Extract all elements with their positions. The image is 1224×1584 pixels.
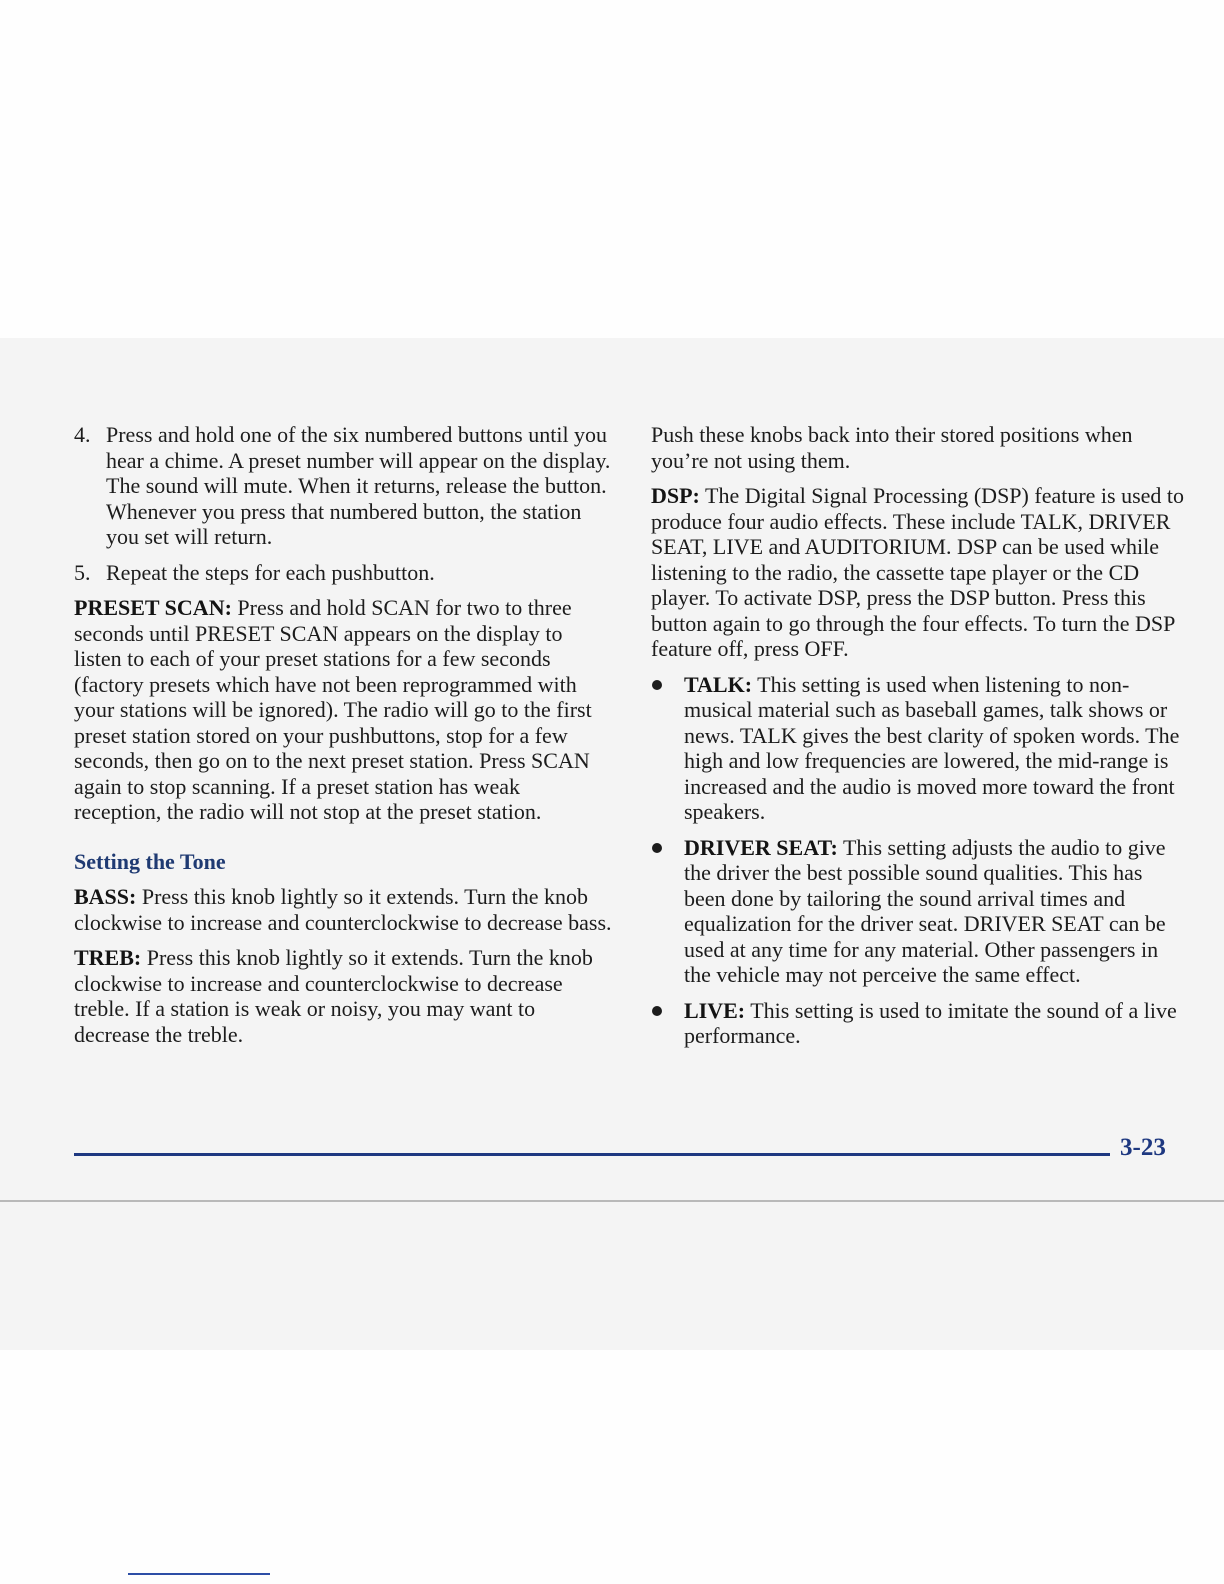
bullet-item-live bbox=[651, 998, 1187, 1049]
bullet-item-driver-seat bbox=[651, 835, 1187, 988]
numbered-step bbox=[74, 560, 612, 586]
bullet-text: This setting adjusts the audio to give the driver the best possible sound qualities. This has been done by tailoring the sound arrival times and equalization for the driver seat. DRIVER SEAT can be used at any time for any material. Other passengers in the vehicle may not perceive the same effect. bbox=[684, 834, 1166, 987]
section-heading: Setting the Tone bbox=[74, 848, 226, 874]
intro-paragraph: Push these knobs back into their stored positions when you’re not using them. bbox=[651, 422, 1133, 473]
bullet-icon bbox=[652, 680, 662, 690]
bullet-text: This setting is used when listening to non-musical material such as baseball games, talk shows or news. TALK gives the best clarity of spoken words. The high and low frequencies are lowered, the mid-range is increased and the audio is moved more toward the front speakers. bbox=[684, 671, 1180, 824]
bullet-text: This setting is used to imitate the sound of a live performance. bbox=[684, 997, 1177, 1048]
right-column bbox=[651, 422, 1187, 1059]
step-number: 5. bbox=[74, 559, 91, 585]
page-number: 3-23 bbox=[1120, 1134, 1166, 1161]
step-text: Repeat the steps for each pushbutton. bbox=[106, 559, 435, 585]
treb-label: TREB: bbox=[74, 945, 142, 970]
bullet-item-talk bbox=[651, 672, 1187, 825]
bullet-icon bbox=[652, 843, 662, 853]
bullet-label: TALK: bbox=[684, 671, 753, 697]
numbered-step bbox=[74, 422, 612, 550]
footer-rule bbox=[74, 1153, 1110, 1156]
bullet-label: DRIVER SEAT: bbox=[684, 834, 838, 860]
bottom-link-rule bbox=[128, 1573, 270, 1575]
bass-paragraph bbox=[74, 884, 612, 935]
left-column bbox=[74, 422, 612, 1057]
bass-text: Press this knob lightly so it extends. Turn the knob clockwise to increase and counterclockwise to decrease bass. bbox=[74, 884, 612, 935]
treb-paragraph bbox=[74, 945, 612, 1047]
dsp-label: DSP: bbox=[651, 483, 700, 508]
preset-scan-label: PRESET SCAN: bbox=[74, 595, 232, 620]
step-text: Press and hold one of the six numbered buttons until you hear a chime. A preset number will appear on the display. The sound will mute. When it returns, release the button. Whenever you press that numbered button, the station you set will return. bbox=[106, 422, 611, 549]
page-divider bbox=[0, 1200, 1224, 1202]
treb-text: Press this knob lightly so it extends. Turn the knob clockwise to increase and counterclockwise to decrease treble. If a station is weak or noisy, you may want to decrease the treble. bbox=[74, 945, 593, 1047]
preset-scan-text: Press and hold SCAN for two to three seconds until PRESET SCAN appears on the display to listen to each of your preset stations for a few seconds (factory presets which have not been reprogrammed with your stations will be ignored). The radio will go to the first preset station stored on your pushbuttons, stop for a few seconds, then go on to the next preset station. Press SCAN again to stop scanning. If a preset station has weak reception, the radio will not stop at the preset station. bbox=[74, 595, 592, 824]
bass-label: BASS: bbox=[74, 884, 137, 909]
preset-scan-paragraph bbox=[74, 595, 612, 825]
bullet-label: LIVE: bbox=[684, 997, 746, 1023]
bullet-icon bbox=[652, 1006, 662, 1016]
dsp-text: The Digital Signal Processing (DSP) feature is used to produce four audio effects. These include TALK, DRIVER SEAT, LIVE and AUDITORIUM. DSP can be used while listening to the radio, the cassette tape player or the CD player. To activate DSP, press the DSP button. Press this button again to go through the four effects. To turn the DSP feature off, press OFF. bbox=[651, 483, 1185, 661]
dsp-paragraph bbox=[651, 483, 1187, 662]
step-number: 4. bbox=[74, 422, 91, 447]
